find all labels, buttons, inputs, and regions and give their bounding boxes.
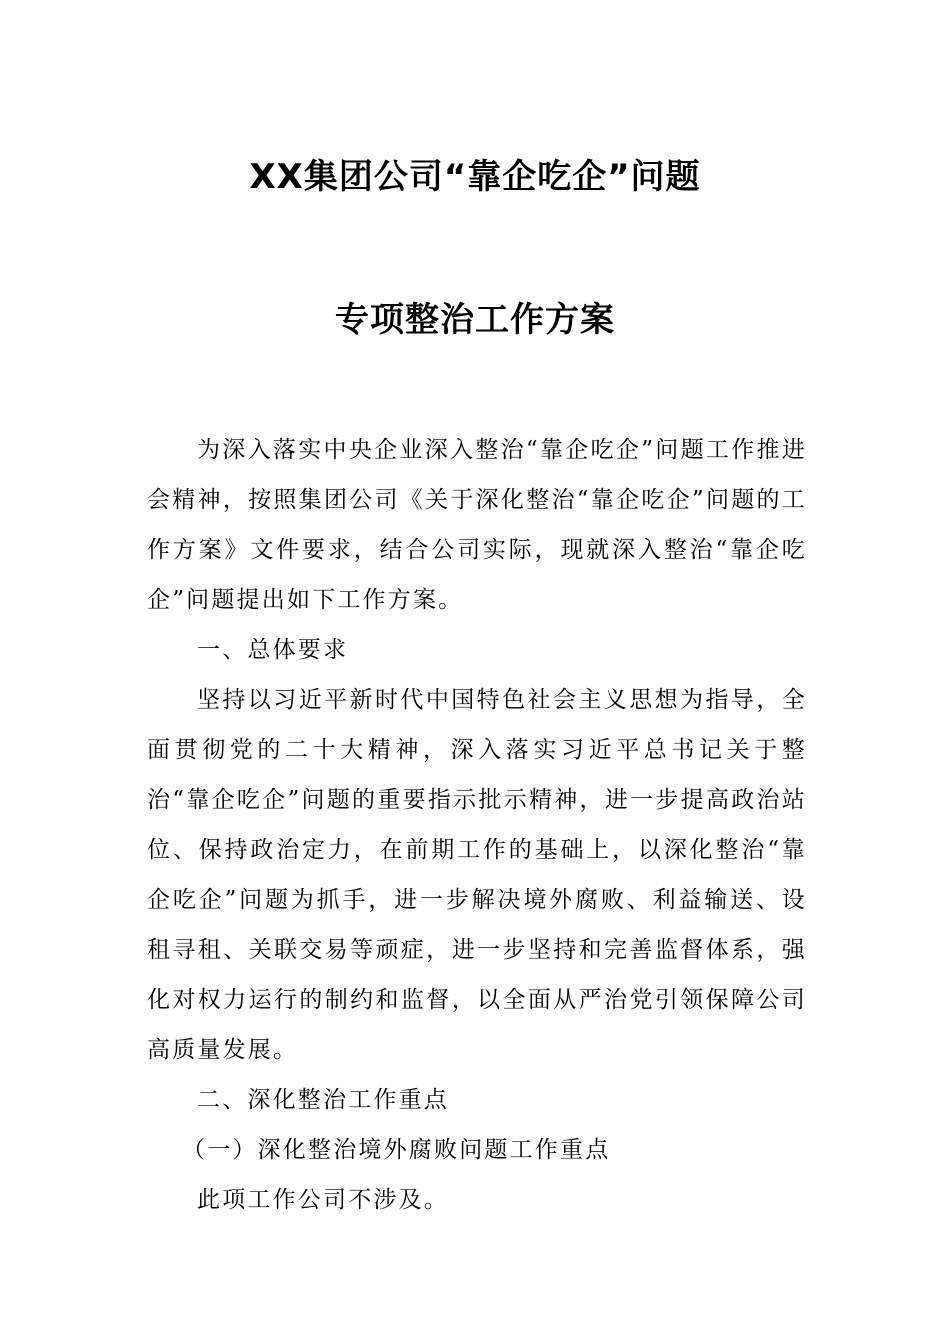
section-2-subsection-1-heading: （一）深化整治境外腐败问题工作重点	[182, 1137, 611, 1163]
document-body	[147, 425, 807, 1225]
section-1-paragraph: 坚持以习近平新时代中国特色社会主义思想为指导，全面贯彻党的二十大精神，深入落实习近平总书记关于整治“靠企吃企”问题的重要指示批示精神，进一步提高政治站位、保持政治定力，在前期工作的基础上，以深化整治“靠企吃企”问题为抓手，进一步解决境外腐败、利益输送、设租寻租、关联交易等顽症，进一步坚持和完善监督体系，强化对权力运行的制约和监督，以全面从严治党引领保障公司高质量发展。	[147, 687, 807, 1063]
document-title-line-2: 专项整治工作方案	[335, 300, 615, 340]
document-title-line-1: XX集团公司“靠企吃企”问题	[249, 157, 701, 197]
section-2-heading: 二、深化整治工作重点	[197, 1087, 449, 1113]
section-1-heading: 一、总体要求	[197, 637, 349, 663]
intro-paragraph: 为深入落实中央企业深入整治“靠企吃企”问题工作推进会精神，按照集团公司《关于深化整治“靠企吃企”问题的工作方案》文件要求，结合公司实际，现就深入整治“靠企吃企”问题提出如下工作方案。	[147, 437, 807, 613]
section-2-subsection-1-paragraph: 此项工作公司不涉及。	[197, 1187, 449, 1213]
